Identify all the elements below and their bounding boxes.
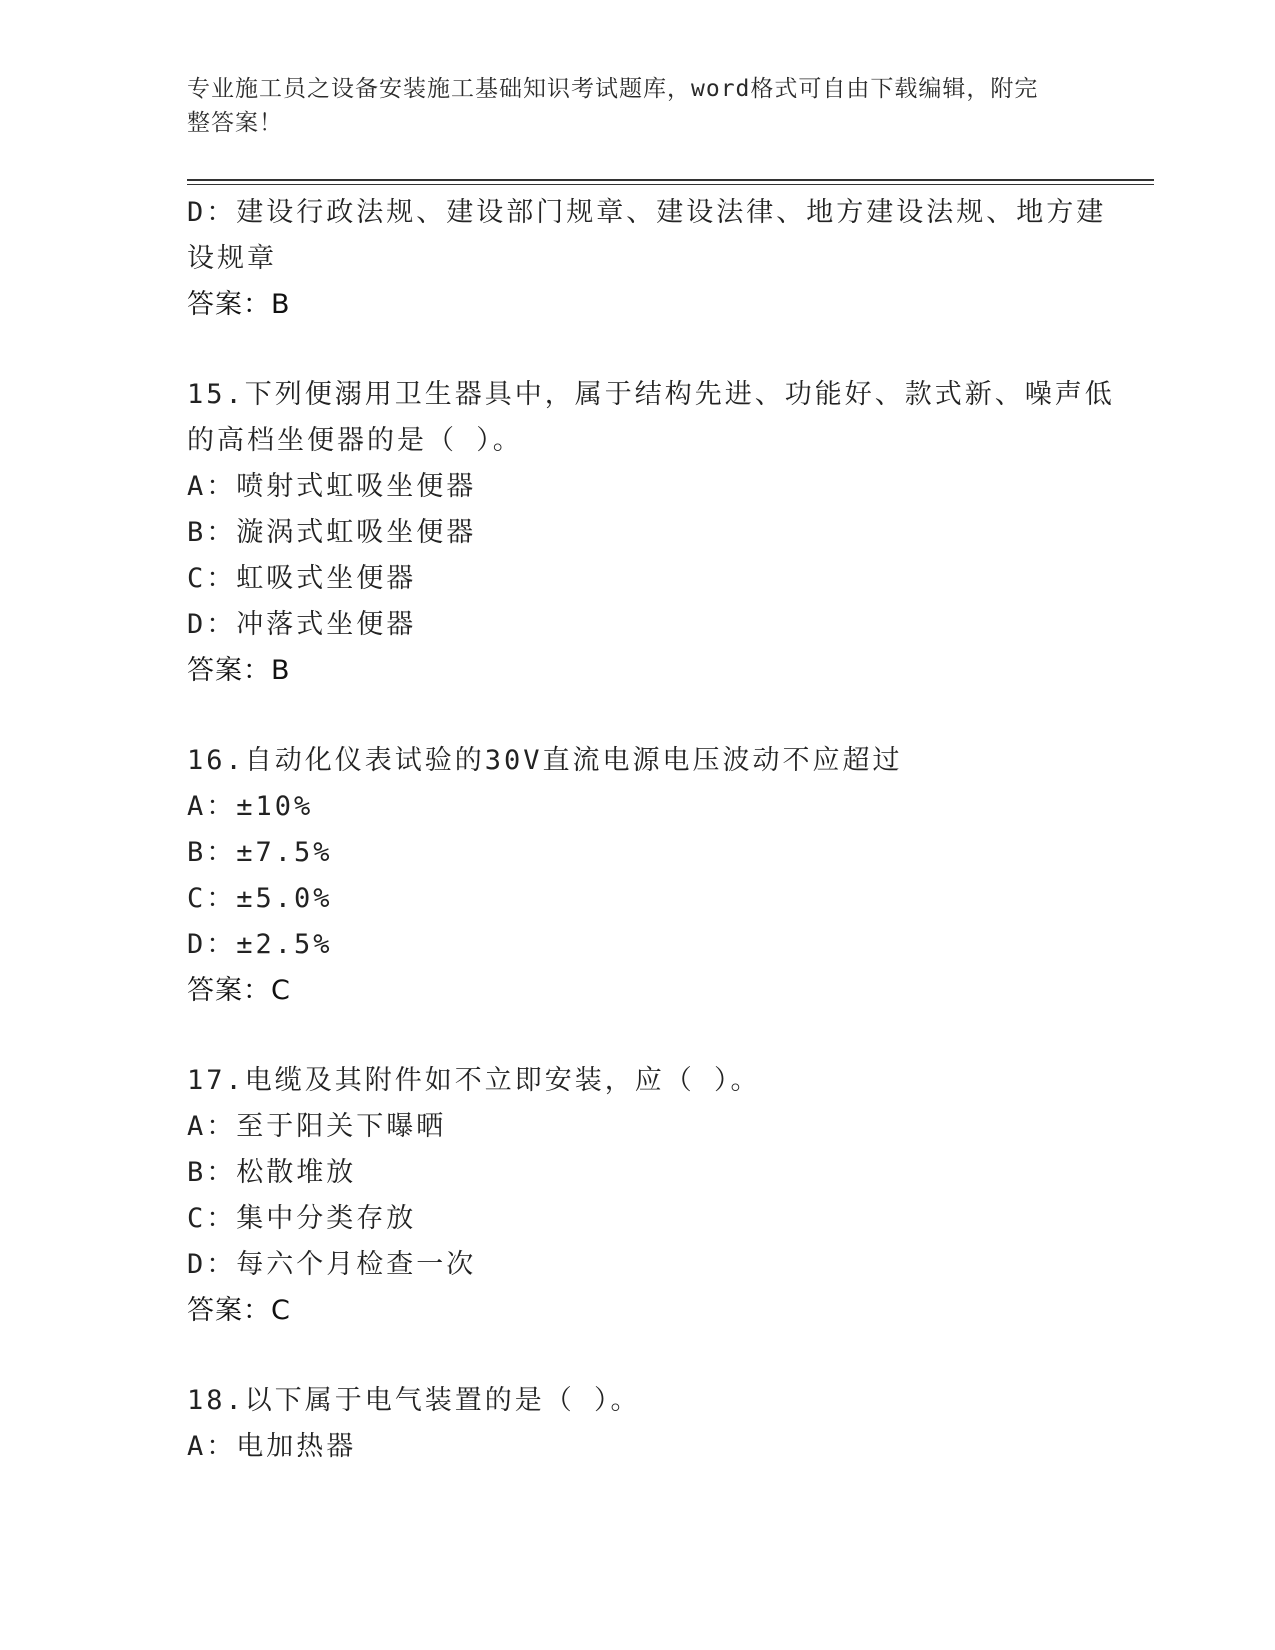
header-divider-thin [187,184,1154,185]
option-a: A：至于阳关下曝晒 [187,1111,447,1142]
option-b: B：松散堆放 [187,1157,357,1188]
answer-line: 答案：B [187,289,291,320]
question-15 [187,372,1115,694]
option-c: C：虹吸式坐便器 [187,563,417,594]
option-a: A：±10% [187,791,314,822]
question-16 [187,738,1087,1014]
question-stem-line-1: 18.以下属于电气装置的是（ ）。 [187,1385,641,1416]
option-b: B：±7.5% [187,837,333,868]
question-17 [187,1058,1087,1334]
option-d: D：冲落式坐便器 [187,609,417,640]
option-d-line-1: D：建设行政法规、建设部门规章、建设法律、地方建设法规、地方建 [187,197,1107,228]
option-c: C：±5.0% [187,883,333,914]
answer-line: 答案：C [187,1295,291,1326]
option-c: C：集中分类存放 [187,1203,417,1234]
answer-line: 答案：B [187,655,291,686]
option-d: D：±2.5% [187,929,333,960]
option-a: A：喷射式虹吸坐便器 [187,471,477,502]
option-d: D：每六个月检查一次 [187,1249,477,1280]
question-content [187,190,1115,1470]
answer-line: 答案：C [187,975,291,1006]
option-d-line-2: 设规章 [187,243,277,274]
document-header [187,72,1067,140]
header-line-1: 专业施工员之设备安装施工基础知识考试题库，word格式可自由下载编辑，附完 [187,76,1039,102]
option-b: B：漩涡式虹吸坐便器 [187,517,477,548]
header-line-2: 整答案！ [187,110,283,136]
question-18 [187,1378,1087,1470]
option-a: A：电加热器 [187,1431,357,1462]
continuation-block [187,190,1107,328]
question-stem-line-2: 的高档坐便器的是（ ）。 [187,425,523,456]
question-stem-line-1: 15.下列便溺用卫生器具中，属于结构先进、功能好、款式新、噪声低 [187,379,1115,410]
question-stem-line-1: 16.自动化仪表试验的30V直流电源电压波动不应超过 [187,745,903,776]
question-stem-line-1: 17.电缆及其附件如不立即安装，应（ ）。 [187,1065,761,1096]
header-divider-thick [187,179,1154,181]
